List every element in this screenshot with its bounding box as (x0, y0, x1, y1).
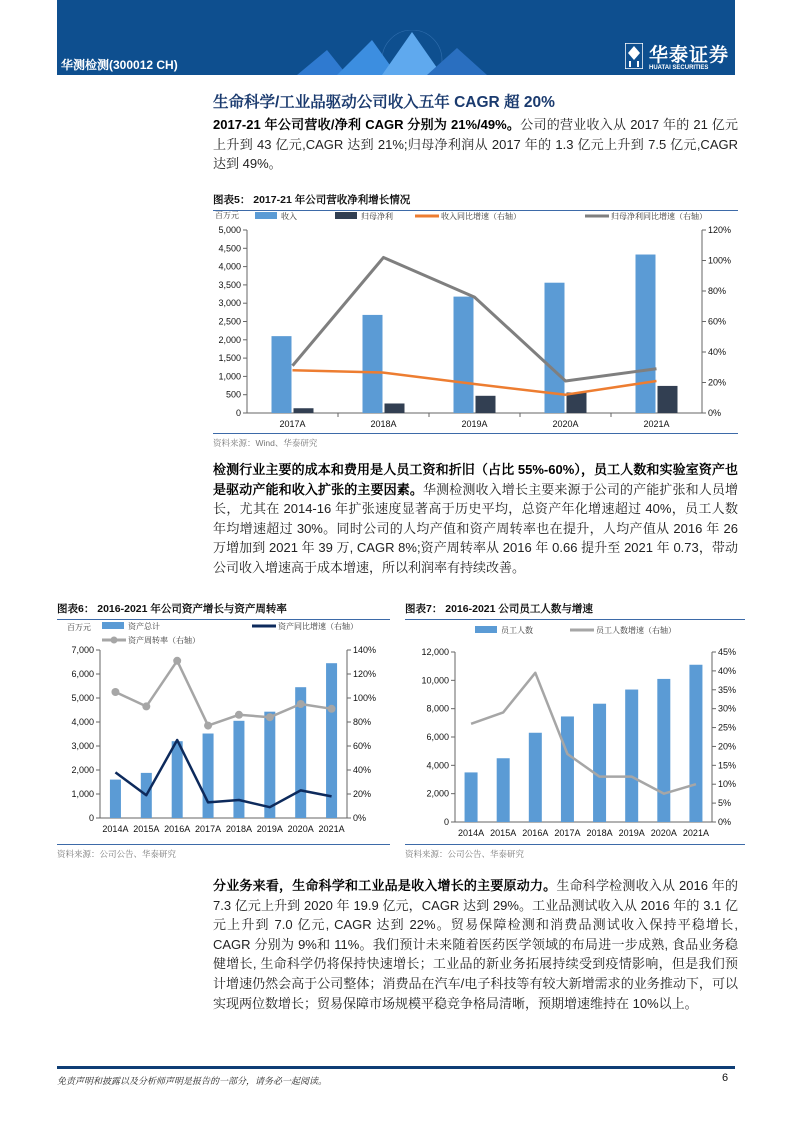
y2-tick-label: 0% (353, 813, 367, 823)
x-tick-label: 2021A (682, 828, 709, 838)
chart6-title: 图表6： 2016-2021 年公司资产增长与资产周转率 (57, 601, 390, 620)
y2-tick-label: 40% (718, 665, 737, 676)
y-tick-label: 500 (225, 389, 241, 400)
x-tick-label: 2017A (195, 824, 222, 834)
y-tick-label: 5,000 (218, 225, 241, 235)
footer-divider (57, 1066, 735, 1069)
y2-tick-label: 60% (353, 741, 372, 751)
y-tick-label: 3,500 (218, 279, 241, 290)
bar-资产总计-2017A (203, 734, 214, 818)
y2-tick-label: 100% (353, 693, 377, 703)
y-tick-label: 3,000 (218, 298, 241, 309)
y2-tick-label: 5% (718, 798, 732, 809)
legend-label: 员工人数 (501, 626, 533, 635)
bar-收入-2021A (636, 255, 656, 413)
y-tick-label: 4,000 (71, 717, 94, 727)
y2-tick-label: 140% (353, 645, 377, 655)
y-tick-label: 2,000 (71, 765, 94, 775)
y-tick-label: 6,000 (71, 669, 94, 679)
bar-员工人数-2021A (689, 665, 702, 822)
y2-tick-label: 40% (708, 347, 727, 357)
y2-tick-label: 20% (718, 741, 737, 752)
legend-marker (111, 637, 118, 644)
logo-cn-text: 华泰证券 (648, 45, 729, 66)
decorative-mountain-graphic (297, 30, 517, 75)
chart5-revenue-profit (200, 208, 745, 434)
y2-tick-label: 100% (708, 255, 732, 266)
page-number: 6 (722, 1072, 729, 1084)
y2-tick-label: 30% (718, 703, 737, 714)
y-axis-unit: 百万元 (67, 623, 91, 632)
y-tick-label: 2,000 (218, 334, 241, 345)
y2-tick-label: 25% (718, 722, 737, 733)
x-tick-label: 2020A (650, 828, 677, 838)
y-tick-label: 2,500 (218, 316, 241, 327)
x-tick-label: 2019A (618, 828, 645, 838)
report-header-banner (57, 0, 735, 75)
x-tick-label: 2020A (287, 824, 314, 834)
x-tick-label: 2018A (225, 824, 252, 834)
bar-资产总计-2014A (110, 780, 121, 818)
y-tick-label: 0 (88, 813, 94, 823)
x-tick-label: 2019A (461, 419, 488, 429)
stock-ticker: 华测检测(300012 CH) (61, 58, 178, 72)
legend-label: 资产周转率（右轴） (128, 636, 200, 645)
legend-swatch (255, 212, 277, 219)
paragraph-segments (213, 876, 738, 1013)
y2-tick-label: 120% (708, 225, 732, 235)
y-tick-label: 8,000 (426, 703, 449, 714)
y2-tick-label: 45% (718, 647, 737, 657)
point-资产周转率（右轴）-2017A (204, 722, 212, 730)
point-资产周转率（右轴）-2018A (235, 711, 243, 719)
bar-收入-2018A (363, 315, 383, 413)
section-title: 生命科学/工业品驱动公司收入五年 CAGR 超 20% (213, 94, 555, 111)
point-资产周转率（右轴）-2014A (111, 688, 119, 696)
bar-员工人数-2018A (593, 704, 606, 822)
chart7-source: 资料来源：公司公告、华泰研究 (405, 844, 745, 860)
bar-收入-2019A (454, 297, 474, 413)
y2-tick-label: 0% (708, 408, 722, 418)
legend-swatch (475, 626, 497, 633)
y-tick-label: 4,500 (218, 243, 241, 254)
y-tick-label: 6,000 (426, 732, 449, 742)
bar-收入-2017A (272, 336, 292, 413)
y-tick-label: 7,000 (71, 645, 94, 655)
y2-tick-label: 80% (353, 717, 372, 727)
x-tick-label: 2018A (586, 828, 613, 838)
y-tick-label: 4,000 (426, 760, 449, 771)
chart5-title: 图表5： 2017-21 年公司营收净利增长情况 (213, 192, 738, 211)
x-tick-label: 2016A (164, 824, 191, 834)
logo-en-text: HUATAI SECURITIES (648, 65, 709, 71)
point-资产周转率（右轴）-2015A (142, 702, 150, 710)
point-资产周转率（右轴）-2019A (266, 713, 274, 721)
x-tick-label: 2017A (279, 419, 306, 429)
y-tick-label: 2,000 (426, 788, 449, 799)
y2-tick-label: 20% (708, 377, 727, 388)
y2-tick-label: 15% (718, 760, 737, 771)
x-tick-label: 2021A (643, 419, 670, 429)
y2-tick-label: 35% (718, 684, 737, 695)
bar-归母净利-2017A (294, 408, 314, 413)
point-资产周转率（右轴）-2021A (328, 705, 336, 713)
huatai-logo (625, 40, 729, 71)
legend-label: 归母净利 (361, 212, 393, 221)
legend-label: 资产总计 (128, 622, 160, 631)
paragraph-lead: 分业务来看，生命科学和工业品是收入增长的主要原动力。 (213, 878, 557, 893)
y2-tick-label: 10% (718, 779, 737, 790)
legend-label: 归母净利同比增速（右轴） (611, 212, 707, 221)
x-tick-label: 2020A (552, 419, 579, 429)
y-tick-label: 12,000 (421, 647, 449, 657)
line-收入同比增速（右轴） (293, 370, 657, 394)
legend-swatch (102, 622, 124, 629)
bar-资产总计-2018A (233, 721, 244, 818)
y-tick-label: 4,000 (218, 261, 241, 272)
x-tick-label: 2016A (522, 828, 549, 838)
y-tick-label: 0 (235, 408, 241, 418)
paragraph-cagr (213, 115, 738, 174)
y2-tick-label: 40% (353, 765, 372, 775)
chart7-title: 图表7： 2016-2021 公司员工人数与增速 (405, 601, 745, 620)
bar-员工人数-2016A (529, 733, 542, 822)
y2-tick-label: 120% (353, 669, 377, 679)
y-tick-label: 3,000 (71, 741, 94, 751)
bar-归母净利-2018A (385, 403, 405, 413)
chart6-source: 资料来源：公司公告、华泰研究 (57, 844, 390, 860)
footer-disclaimer: 免责声明和披露以及分析师声明是报告的一部分，请务必一起阅读。 (57, 1076, 328, 1086)
x-tick-label: 2017A (554, 828, 581, 838)
y-tick-label: 5,000 (71, 693, 94, 703)
chart7-employees (405, 618, 745, 843)
legend-swatch (335, 212, 357, 219)
legend-label: 收入同比增速（右轴） (441, 212, 521, 221)
x-tick-label: 2019A (256, 824, 283, 834)
paragraph-lead: 检测行业主要的成本和费用是人员工资和折旧（占比 55%-60%），员工人数和实验室资产也是驱动产能和收入扩张的主要因素。 (213, 462, 738, 497)
bar-员工人数-2017A (561, 716, 574, 822)
bar-归母净利-2019A (476, 396, 496, 413)
line-归母净利同比增速（右轴） (293, 257, 657, 381)
chart5-source: 资料来源：Wind、华泰研究 (213, 433, 738, 449)
bar-员工人数-2014A (465, 772, 478, 822)
paragraph-lead: 2017-21 年公司营收/净利 CAGR 分别为 21%/49%。 (213, 117, 521, 132)
legend-label: 员工人数增速（右轴） (596, 626, 676, 635)
y-tick-label: 1,500 (218, 353, 241, 364)
y2-tick-label: 20% (353, 789, 372, 799)
bar-员工人数-2019A (625, 690, 638, 822)
y-tick-label: 1,000 (218, 371, 241, 382)
paragraph-body: 生命科学检测收入从 2016 年的 7.3 亿元上升到 2020 年 19.9 亿元，CAGR 达到 29%。工业品测试收入从 2016 年的 3.1 亿元上升到 7.0 亿元, CAGR 达到 22%。贸易保障检测和消费品测试收入保持平稳增长, CAGR 分别为 9%和 11%。我们预计未来随着医药医学领域的布局进一步成熟, 食品业务稳健增长, 生命科学仍将保持快速增长；工业品的新业务拓展持续受到疫情影响，但是我们预计增速仍然会高于公司整体；消费品在汽车/电子科技等有较大新增需求的业务推动下，可以实现两位数增长；贸易保障市场规模平稳竞争格局清晰，预期增速维持在 10%以上。 (213, 878, 738, 1011)
bar-资产总计-2019A (264, 712, 275, 818)
y2-tick-label: 80% (708, 286, 727, 296)
y-tick-label: 0 (443, 817, 449, 827)
bar-归母净利-2021A (658, 386, 678, 413)
x-tick-label: 2018A (370, 419, 397, 429)
huatai-logo-icon (625, 43, 643, 69)
x-tick-label: 2021A (318, 824, 345, 834)
x-tick-label: 2015A (490, 828, 517, 838)
paragraph-cost-drivers (213, 460, 738, 578)
y2-tick-label: 0% (718, 817, 732, 827)
x-tick-label: 2015A (133, 824, 160, 834)
bar-员工人数-2020A (657, 679, 670, 822)
legend-label: 资产同比增速（右轴） (278, 622, 358, 631)
bar-归母净利-2020A (567, 393, 587, 413)
y-tick-label: 1,000 (71, 789, 94, 799)
y-axis-unit: 百万元 (215, 211, 239, 220)
x-tick-label: 2014A (102, 824, 129, 834)
point-资产周转率（右轴）-2020A (297, 700, 305, 708)
point-资产周转率（右轴）-2016A (173, 657, 181, 665)
chart6-assets-turnover (57, 618, 390, 843)
legend-label: 收入 (281, 212, 297, 221)
bar-员工人数-2015A (497, 758, 510, 822)
x-tick-label: 2014A (458, 828, 485, 838)
paragraph-body: 公司的营业收入从 2017 年的 21 亿元上升到 43 亿元,CAGR 达到 21%;归母净利润从 2017 年的 1.3 亿元上升到 7.5 亿元,CAGR 达到 49%。 (213, 117, 739, 172)
y2-tick-label: 60% (708, 316, 727, 327)
y-tick-label: 10,000 (421, 675, 449, 686)
paragraph-body: 华测检测收入增长主要来源于公司的产能扩张和人员增长，尤其在 2014-16 年扩张速度显著高于历史平均，总资产年化增速超过 40%，员工人数年均增速超过 30%。同时公司的人均产值和资产周转率也在提升，人均产值从 2016 年 26 万增加到 2021 年 39 万, CAGR 8%;资产周转率从 2016 年 0.66 提升至 2021 年 0.73，带动公司收入增速高于成本增速，所以利润率有持续改善。 (213, 481, 738, 575)
bar-资产总计-2016A (172, 741, 183, 818)
